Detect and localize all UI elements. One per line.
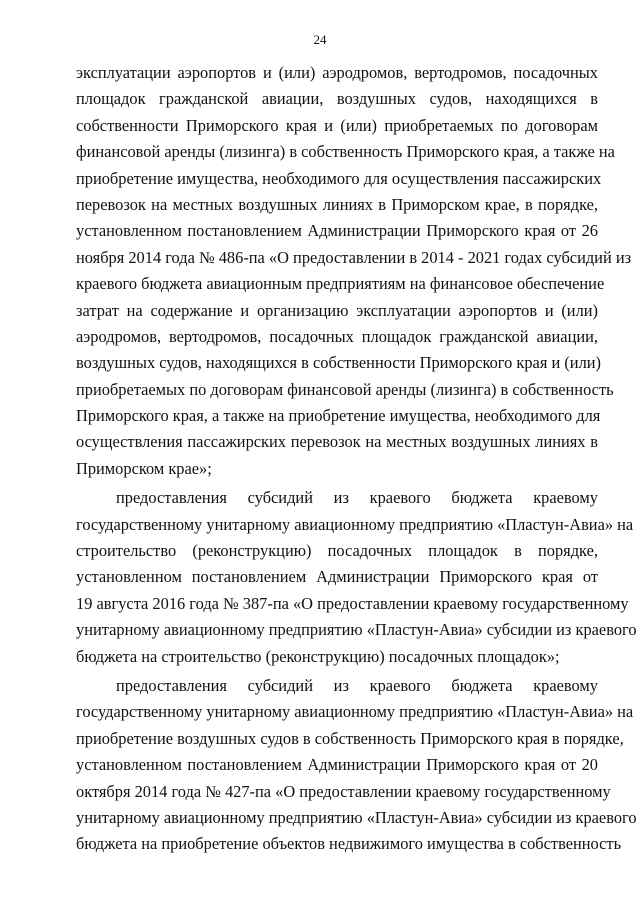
text-line: унитарному авиационному предприятию «Пластун-Авиа» субсидии из краевого xyxy=(76,807,637,827)
text-line: строительство (реконструкцию) посадочных площадок в порядке, xyxy=(76,541,598,561)
text-line: Приморского края, а также на приобретение имущества, необходимого для xyxy=(76,406,601,426)
document-body xyxy=(76,60,637,858)
text-line: затрат на содержание и организацию эксплуатации аэропортов и (или) xyxy=(76,300,598,320)
text-line: приобретаемых по договорам финансовой аренды (лизинга) в собственность xyxy=(76,379,614,399)
text-line: воздушных судов, находящихся в собственности Приморского края и (или) xyxy=(76,353,601,373)
text-line: предоставления субсидий из краевого бюджета краевому xyxy=(116,488,598,508)
text-line: предоставления субсидий из краевого бюджета краевому xyxy=(116,675,598,695)
text-line: установленном постановлением Администрации Приморского края от 20 xyxy=(76,755,598,775)
text-line: собственности Приморского края и (или) приобретаемых по договорам xyxy=(76,115,598,135)
text-line: 19 августа 2016 года № 387-па «О предоставлении краевому государственному xyxy=(76,593,629,613)
text-line: площадок гражданской авиации, воздушных судов, находящихся в xyxy=(76,89,598,109)
text-line: октября 2014 года № 427-па «О предоставлении краевому государственному xyxy=(76,781,611,801)
text-line: приобретение имущества, необходимого для осуществления пассажирских xyxy=(76,168,602,188)
text-line: Приморском крае»; xyxy=(76,458,212,478)
text-line: бюджета на строительство (реконструкцию) посадочных площадок»; xyxy=(76,646,560,666)
text-line: установленном постановлением Администрации Приморского края от xyxy=(76,567,598,587)
text-line: аэродромов, вертодромов, посадочных площадок гражданской авиации, xyxy=(76,326,598,346)
text-line: эксплуатации аэропортов и (или) аэродромов, вертодромов, посадочных xyxy=(76,63,598,82)
text-line: бюджета на приобретение объектов недвижимого имущества в собственность xyxy=(76,834,622,854)
text-line: установленном постановлением Администрации Приморского края от 26 xyxy=(76,221,598,241)
page-number: 24 xyxy=(313,32,327,47)
text-line: финансовой аренды (лизинга) в собственность Приморского края, а также на xyxy=(76,142,615,162)
text-line: перевозок на местных воздушных линиях в Приморском крае, в порядке, xyxy=(76,194,598,214)
text-line: осуществления пассажирских перевозок на местных воздушных линиях в xyxy=(76,432,598,452)
text-line: государственному унитарному авиационному предприятию «Пластун-Авиа» на xyxy=(76,702,634,722)
text-line: государственному унитарному авиационному предприятию «Пластун-Авиа» на xyxy=(76,514,634,534)
text-line: приобретение воздушных судов в собственность Приморского края в порядке, xyxy=(76,728,624,748)
text-line: ноября 2014 года № 486-па «О предоставлении в 2014 - 2021 годах субсидий из xyxy=(76,247,632,267)
text-line: унитарному авиационному предприятию «Пластун-Авиа» субсидии из краевого xyxy=(76,620,637,640)
text-line: краевого бюджета авиационным предприятиям на финансовое обеспечение xyxy=(76,274,605,294)
